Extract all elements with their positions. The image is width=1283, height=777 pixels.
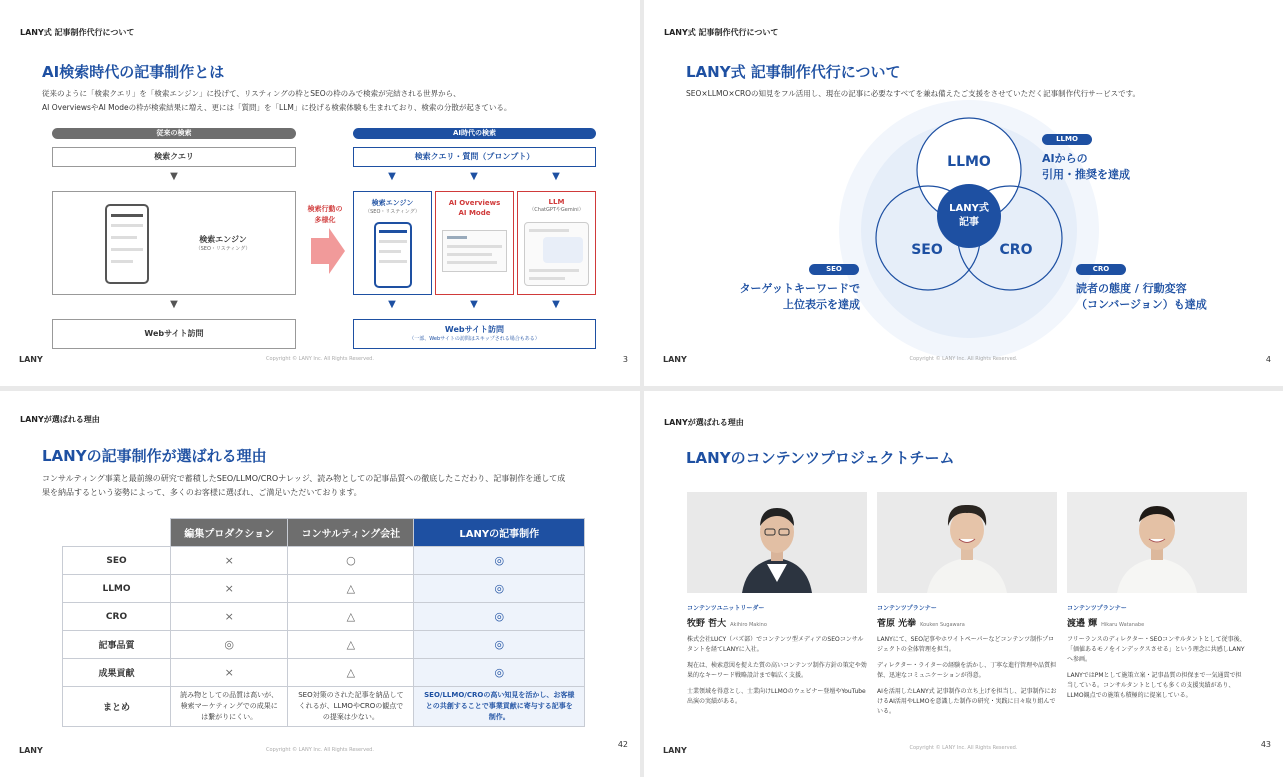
member-photo — [877, 492, 1057, 593]
copyright: Copyright © LANY Inc. All Rights Reserved. — [909, 745, 1018, 751]
header-lany: LANYの記事制作 — [414, 519, 585, 547]
lany-logo: LANY — [663, 746, 687, 755]
table-row — [63, 575, 585, 603]
description-line-1: コンサルティング事業と最前線の研究で蓄積したSEO/LLMO/CROナレッジ、読み物としての記事品質への徹底したこだわり、記事制作を通して成 — [42, 474, 566, 483]
new-visit-label: Webサイト訪問 — [444, 325, 505, 334]
member-bio: フリーランスのディレクター・SEOコンサルタントとして従事後、「価値あるモノをインデックスさせる」という理念に共感しLANYへ参画。 — [1067, 636, 1246, 663]
member-bio: LANYにて、SEO記事やホワイトペーパーなどコンテンツ制作プロジェクトの全体管理を担当。 — [877, 636, 1055, 653]
copyright: Copyright © LANY Inc. All Rights Reserved. — [909, 356, 1018, 362]
col-llm-title: LLM — [548, 198, 565, 206]
llmo-tag: LLMO — [1042, 134, 1092, 145]
description: SEO×LLMO×CROの知見をフル活用し、現在の記事に必要なすべてを兼ね備えたご支援をさせていただく記事制作代行サービスです。 — [686, 89, 1141, 98]
slide-title: LANYのコンテンツプロジェクトチーム — [686, 449, 955, 467]
member-bio: 現在は、検索意図を捉えた質の高いコンテンツ制作方針の策定や効果的なキーワード戦略設計まで幅広く支援。 — [687, 662, 867, 679]
member-bio: AIを活用したLANY式 記事制作の立ち上げを担当し、記事制作におけるAI活用やLLMOを意識した制作の研究・実践に日々取り組んでいる。 — [877, 688, 1057, 715]
copyright: Copyright © LANY Inc. All Rights Reserved. — [266, 747, 374, 753]
col-search-engine-title: 検索エンジン — [371, 199, 414, 207]
member-card — [687, 603, 867, 713]
page-number: 43 — [1260, 740, 1271, 749]
cell-value: ◎ — [414, 547, 585, 575]
row-label: LLMO — [63, 575, 171, 603]
phone-mockup-icon — [105, 204, 149, 284]
member-name: 渡邉 輝 — [1067, 619, 1098, 629]
old-engine-label: 検索エンジン — [199, 235, 247, 244]
description-line-2: AI OverviewsやAI Modeの枠が検索結果に増え、更には「質問」を「LLM」に投げる検索体験も生まれており、検索の分散が起きている。 — [42, 103, 512, 112]
slide-3 — [0, 0, 640, 386]
lany-logo: LANY — [663, 355, 687, 364]
arrow-down-icon: ▼ — [170, 171, 178, 182]
col-ai-overviews — [435, 191, 514, 295]
summary-cell: SEO/LLMO/CROの高い知見を活かし、お客様との共創することで事業貢献に寄与する記事を制作。 — [414, 687, 585, 727]
slide-43 — [644, 391, 1283, 777]
venn-center-label: LANY式 記事 — [949, 203, 989, 228]
member-role: コンテンツプランナー — [877, 605, 937, 612]
col-search-engine-sub: （SEO・リスティング） — [365, 209, 420, 215]
member-bio: 株式会社LUCY（バズ部）でコンテンツ型メディアのSEOコンサルタントを経てLANYに入社。 — [687, 636, 864, 653]
ai-overview-mockup-icon — [442, 230, 507, 272]
page-number: 42 — [617, 740, 628, 749]
shift-arrow-icon — [311, 228, 345, 274]
member-name: 菅原 光拳 — [877, 619, 917, 629]
phone-mockup-icon — [374, 222, 412, 288]
cell-value: △ — [288, 659, 414, 687]
col-ai-overviews-title: AI Overviews AI Mode — [448, 199, 501, 217]
member-photo — [687, 492, 867, 593]
row-label: 記事品質 — [63, 631, 171, 659]
comparison-table — [62, 518, 585, 727]
description-line-2: 果を納品するという姿勢によって、多くのお客様に選ばれ、ご満足いただいております。 — [42, 488, 362, 497]
member-name-en: Hikaru Watanabe — [1101, 622, 1145, 628]
header-consulting: コンサルティング会社 — [288, 519, 414, 547]
table-row — [63, 603, 585, 631]
old-visit-box: Webサイト訪問 — [52, 319, 296, 349]
member-name-en: Akihiro Makino — [730, 622, 767, 628]
arrow-down-icon: ▼ — [552, 171, 560, 182]
cell-value: ◎ — [414, 575, 585, 603]
col-llm — [517, 191, 596, 295]
portrait-icon — [1067, 492, 1247, 593]
arrow-down-icon: ▼ — [552, 299, 560, 310]
member-photo — [1067, 492, 1247, 593]
cell-value: ○ — [288, 547, 414, 575]
portrait-icon — [877, 492, 1057, 593]
member-bio: ディレクター・ライターの経験を活かし、丁寧な進行管理や品質担保、迅速なコミュニケーションが得意。 — [877, 662, 1057, 679]
lany-logo: LANY — [19, 746, 43, 755]
slide-42 — [0, 391, 640, 777]
old-query-box: 検索クエリ — [52, 147, 296, 167]
copyright: Copyright © LANY Inc. All Rights Reserved. — [266, 356, 374, 362]
member-role: コンテンツユニットリーダー — [687, 605, 765, 612]
llmo-text: AIからの 引用・推奨を達成 — [1042, 152, 1130, 181]
cell-value: ◎ — [414, 631, 585, 659]
cell-value: ◎ — [414, 659, 585, 687]
slide-title: LANY式 記事制作代行について — [686, 63, 901, 81]
col-llm-sub: （ChatGPTやGemini） — [529, 207, 584, 213]
old-engine-box — [52, 191, 296, 295]
breadcrumb: LANYが選ばれる理由 — [664, 418, 744, 427]
member-bio: LANYではPMとして施策立案・記事品質の担保まで一気通貫で担当している。コンサルタントとしても多くの支援実績があり、LLMO観点での施策も積極的に提案している。 — [1067, 672, 1242, 699]
member-name: 牧野 哲大 — [687, 619, 727, 629]
cell-value: ◎ — [171, 631, 288, 659]
chat-mockup-icon — [524, 222, 589, 286]
new-visit-box — [353, 319, 596, 349]
arrow-down-icon: ▼ — [470, 171, 478, 182]
lany-logo: LANY — [19, 355, 43, 364]
cell-value: × — [171, 603, 288, 631]
row-label: まとめ — [63, 687, 171, 727]
row-label: 成果貢献 — [63, 659, 171, 687]
member-name-en: Kouken Sugawara — [920, 622, 965, 628]
cell-value: ◎ — [414, 603, 585, 631]
table-row — [63, 687, 585, 727]
venn-seo-label: SEO — [911, 242, 943, 258]
seo-tag: SEO — [809, 264, 859, 275]
arrow-down-icon: ▼ — [388, 299, 396, 310]
cro-text: 読者の態度 / 行動変容 （コンバージョン）も達成 — [1076, 282, 1207, 311]
venn-llmo-label: LLMO — [947, 154, 991, 170]
summary-cell: 読み物としての品質は高いが、検索マーケティングでの成果には繋がりにくい。 — [171, 687, 288, 727]
slide-4 — [644, 0, 1283, 386]
breadcrumb: LANY式 記事制作代行について — [664, 28, 779, 37]
member-role: コンテンツプランナー — [1067, 605, 1127, 612]
row-label: CRO — [63, 603, 171, 631]
arrow-down-icon: ▼ — [470, 299, 478, 310]
seo-text: ターゲットキーワードで 上位表示を達成 — [739, 282, 860, 311]
member-card — [877, 603, 1057, 723]
row-label: SEO — [63, 547, 171, 575]
old-search-header: 従来の検索 — [52, 128, 296, 139]
shift-label: 検索行動の 多様化 — [307, 205, 343, 224]
description-line-1: 従来のように「検索クエリ」を「検索エンジン」に投げて、リスティングの枠とSEOの枠のみで検索が完結される世界から、 — [42, 89, 461, 98]
page-number: 3 — [622, 355, 628, 364]
cell-value: × — [171, 659, 288, 687]
arrow-down-icon: ▼ — [388, 171, 396, 182]
cell-value: × — [171, 575, 288, 603]
member-card — [1067, 603, 1247, 707]
new-search-header: AI時代の検索 — [353, 128, 596, 139]
cell-value: △ — [288, 631, 414, 659]
venn-cro-label: CRO — [999, 242, 1033, 258]
breadcrumb: LANY式 記事制作代行について — [20, 28, 135, 37]
old-engine-sub: （SEO・リスティング） — [195, 246, 251, 252]
header-edit-production: 編集プロダクション — [171, 519, 288, 547]
col-search-engine — [353, 191, 432, 295]
page-number: 4 — [1265, 355, 1271, 364]
portrait-icon — [687, 492, 867, 593]
summary-cell: SEO対策のされた記事を納品してくれるが、LLMOやCROの観点での提案は少ない。 — [288, 687, 414, 727]
new-query-box: 検索クエリ・質問（プロンプト） — [353, 147, 596, 167]
table-row — [63, 631, 585, 659]
new-visit-sub: （一部、Webサイトの訪問はスキップされる場合もある） — [409, 336, 540, 342]
slide-title: LANYの記事制作が選ばれる理由 — [42, 447, 267, 465]
arrow-down-icon: ▼ — [170, 299, 178, 310]
cell-value: △ — [288, 603, 414, 631]
table-row — [63, 659, 585, 687]
cell-value: △ — [288, 575, 414, 603]
member-bio: 士業領域を得意とし、士業向けLLMOのウェビナー登壇やYouTube出演の実績がある。 — [687, 688, 866, 705]
slide-title: AI検索時代の記事制作とは — [42, 63, 225, 81]
table-row — [63, 547, 585, 575]
cell-value: × — [171, 547, 288, 575]
breadcrumb: LANYが選ばれる理由 — [20, 415, 100, 424]
cro-tag: CRO — [1076, 264, 1126, 275]
